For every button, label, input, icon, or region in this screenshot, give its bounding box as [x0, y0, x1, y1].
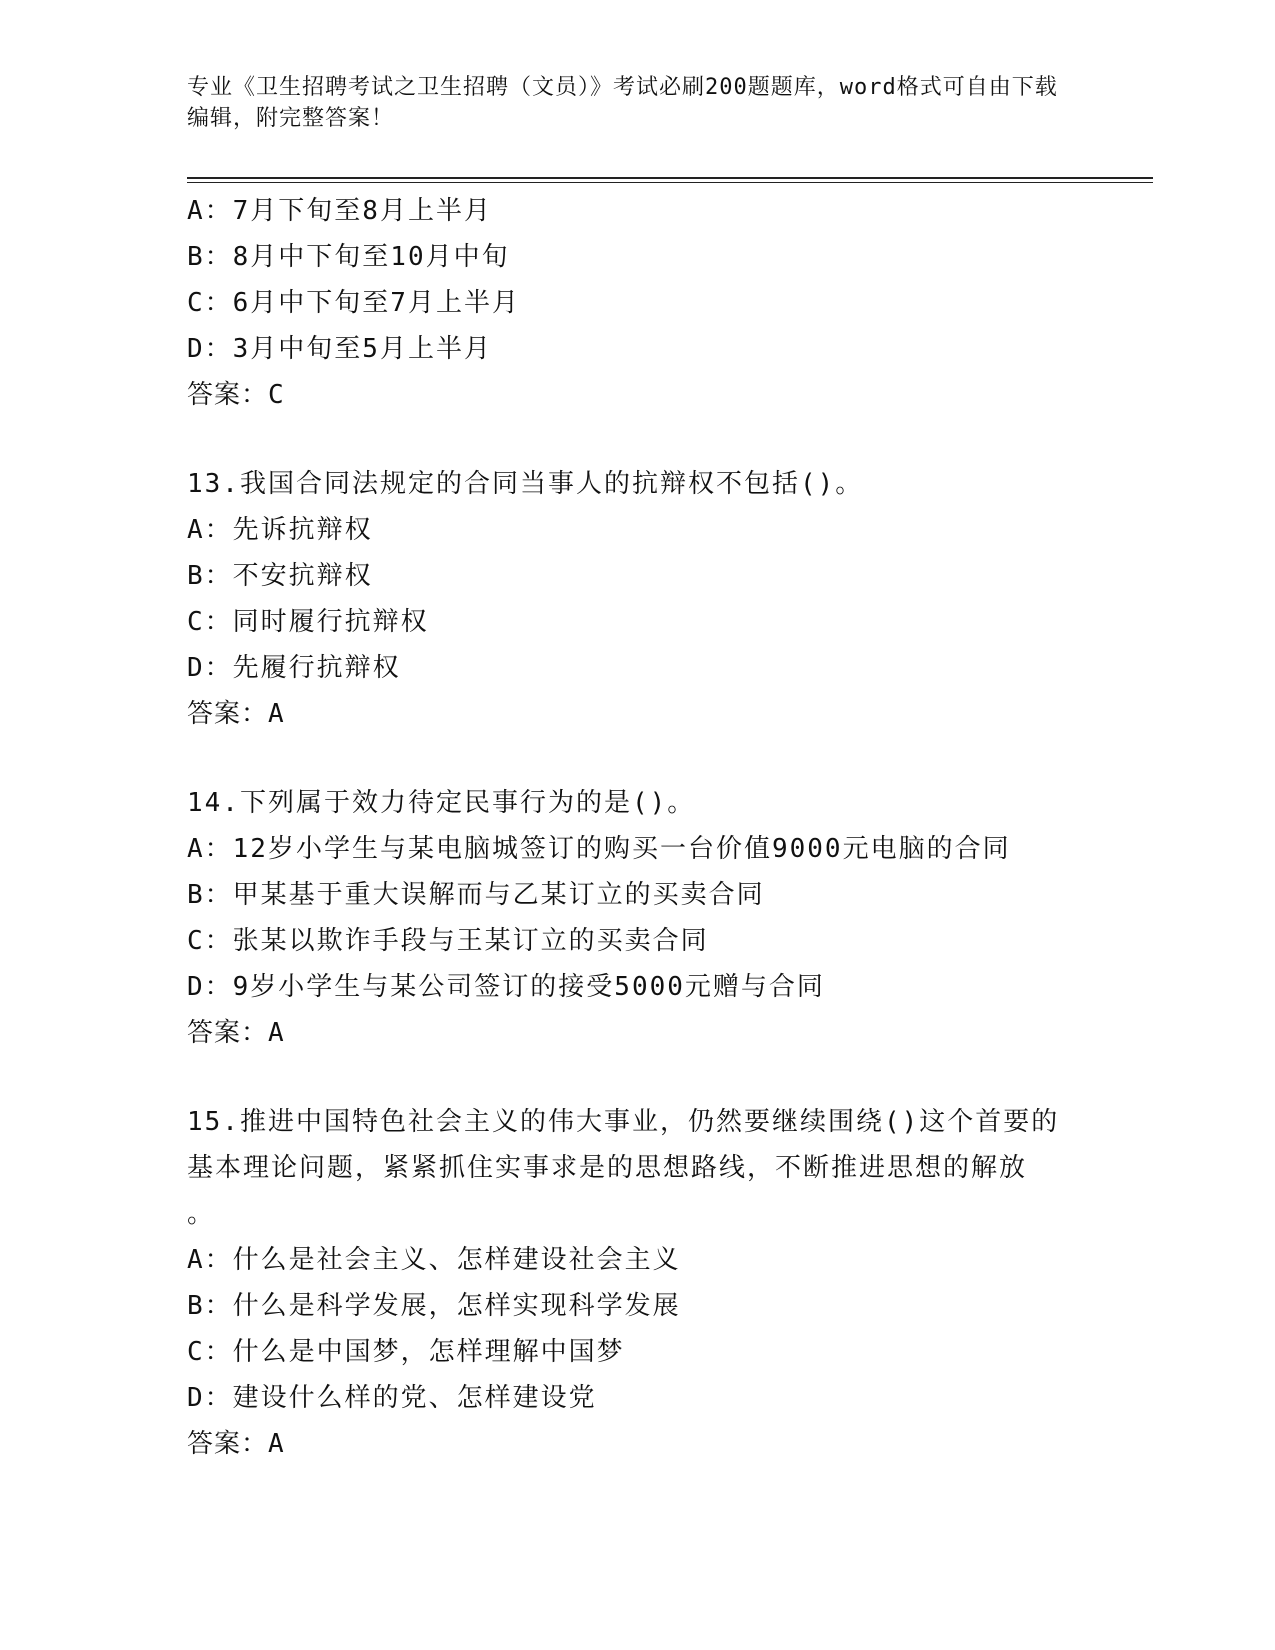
- answer: 答案：A: [187, 1429, 285, 1459]
- question-stem-line-2: 基本理论问题，紧紧抓住实事求是的思想路线，不断推进思想的解放: [187, 1153, 1028, 1183]
- question-12-tail: [187, 188, 1087, 418]
- option-c: C：张某以欺诈手段与王某订立的买卖合同: [187, 926, 709, 956]
- option-c: C：6月中下旬至7月上半月: [187, 288, 520, 318]
- document-header: 专业《卫生招聘考试之卫生招聘（文员）》考试必刷200题题库，word格式可自由下载编辑，附完整答案！: [187, 75, 1058, 131]
- option-d: D：9岁小学生与某公司签订的接受5000元赠与合同: [187, 972, 825, 1002]
- answer: 答案：A: [187, 699, 285, 729]
- question-stem: 14.下列属于效力待定民事行为的是()。: [187, 788, 696, 818]
- question-14: [187, 780, 1087, 1056]
- spacer: [187, 1056, 1087, 1099]
- spacer: [187, 418, 1087, 461]
- option-b: B：8月中下旬至10月中旬: [187, 242, 510, 272]
- question-15: [187, 1099, 1087, 1467]
- spacer: [187, 737, 1087, 780]
- header-divider-thick: [187, 177, 1153, 179]
- question-stem: 13.我国合同法规定的合同当事人的抗辩权不包括()。: [187, 469, 864, 499]
- option-c: C：什么是中国梦，怎样理解中国梦: [187, 1337, 625, 1367]
- header-divider-thin: [187, 182, 1153, 183]
- question-13: [187, 461, 1087, 737]
- question-list: [187, 188, 1087, 1467]
- option-a: A：什么是社会主义、怎样建设社会主义: [187, 1245, 681, 1275]
- answer: 答案：A: [187, 1018, 285, 1048]
- option-d: D：建设什么样的党、怎样建设党: [187, 1383, 597, 1413]
- question-stem-line-3: 。: [187, 1199, 216, 1229]
- question-stem-line-1: 15.推进中国特色社会主义的伟大事业，仍然要继续围绕()这个首要的: [187, 1107, 1060, 1137]
- option-a: A：7月下旬至8月上半月: [187, 196, 492, 226]
- option-b: B：甲某基于重大误解而与乙某订立的买卖合同: [187, 880, 765, 910]
- option-d: D：3月中旬至5月上半月: [187, 334, 492, 364]
- option-a: A：12岁小学生与某电脑城签订的购买一台价值9000元电脑的合同: [187, 834, 1011, 864]
- option-b: B：什么是科学发展，怎样实现科学发展: [187, 1291, 681, 1321]
- answer: 答案：C: [187, 380, 285, 410]
- option-d: D：先履行抗辩权: [187, 653, 401, 683]
- option-a: A：先诉抗辩权: [187, 515, 373, 545]
- option-b: B：不安抗辩权: [187, 561, 373, 591]
- option-c: C：同时履行抗辩权: [187, 607, 429, 637]
